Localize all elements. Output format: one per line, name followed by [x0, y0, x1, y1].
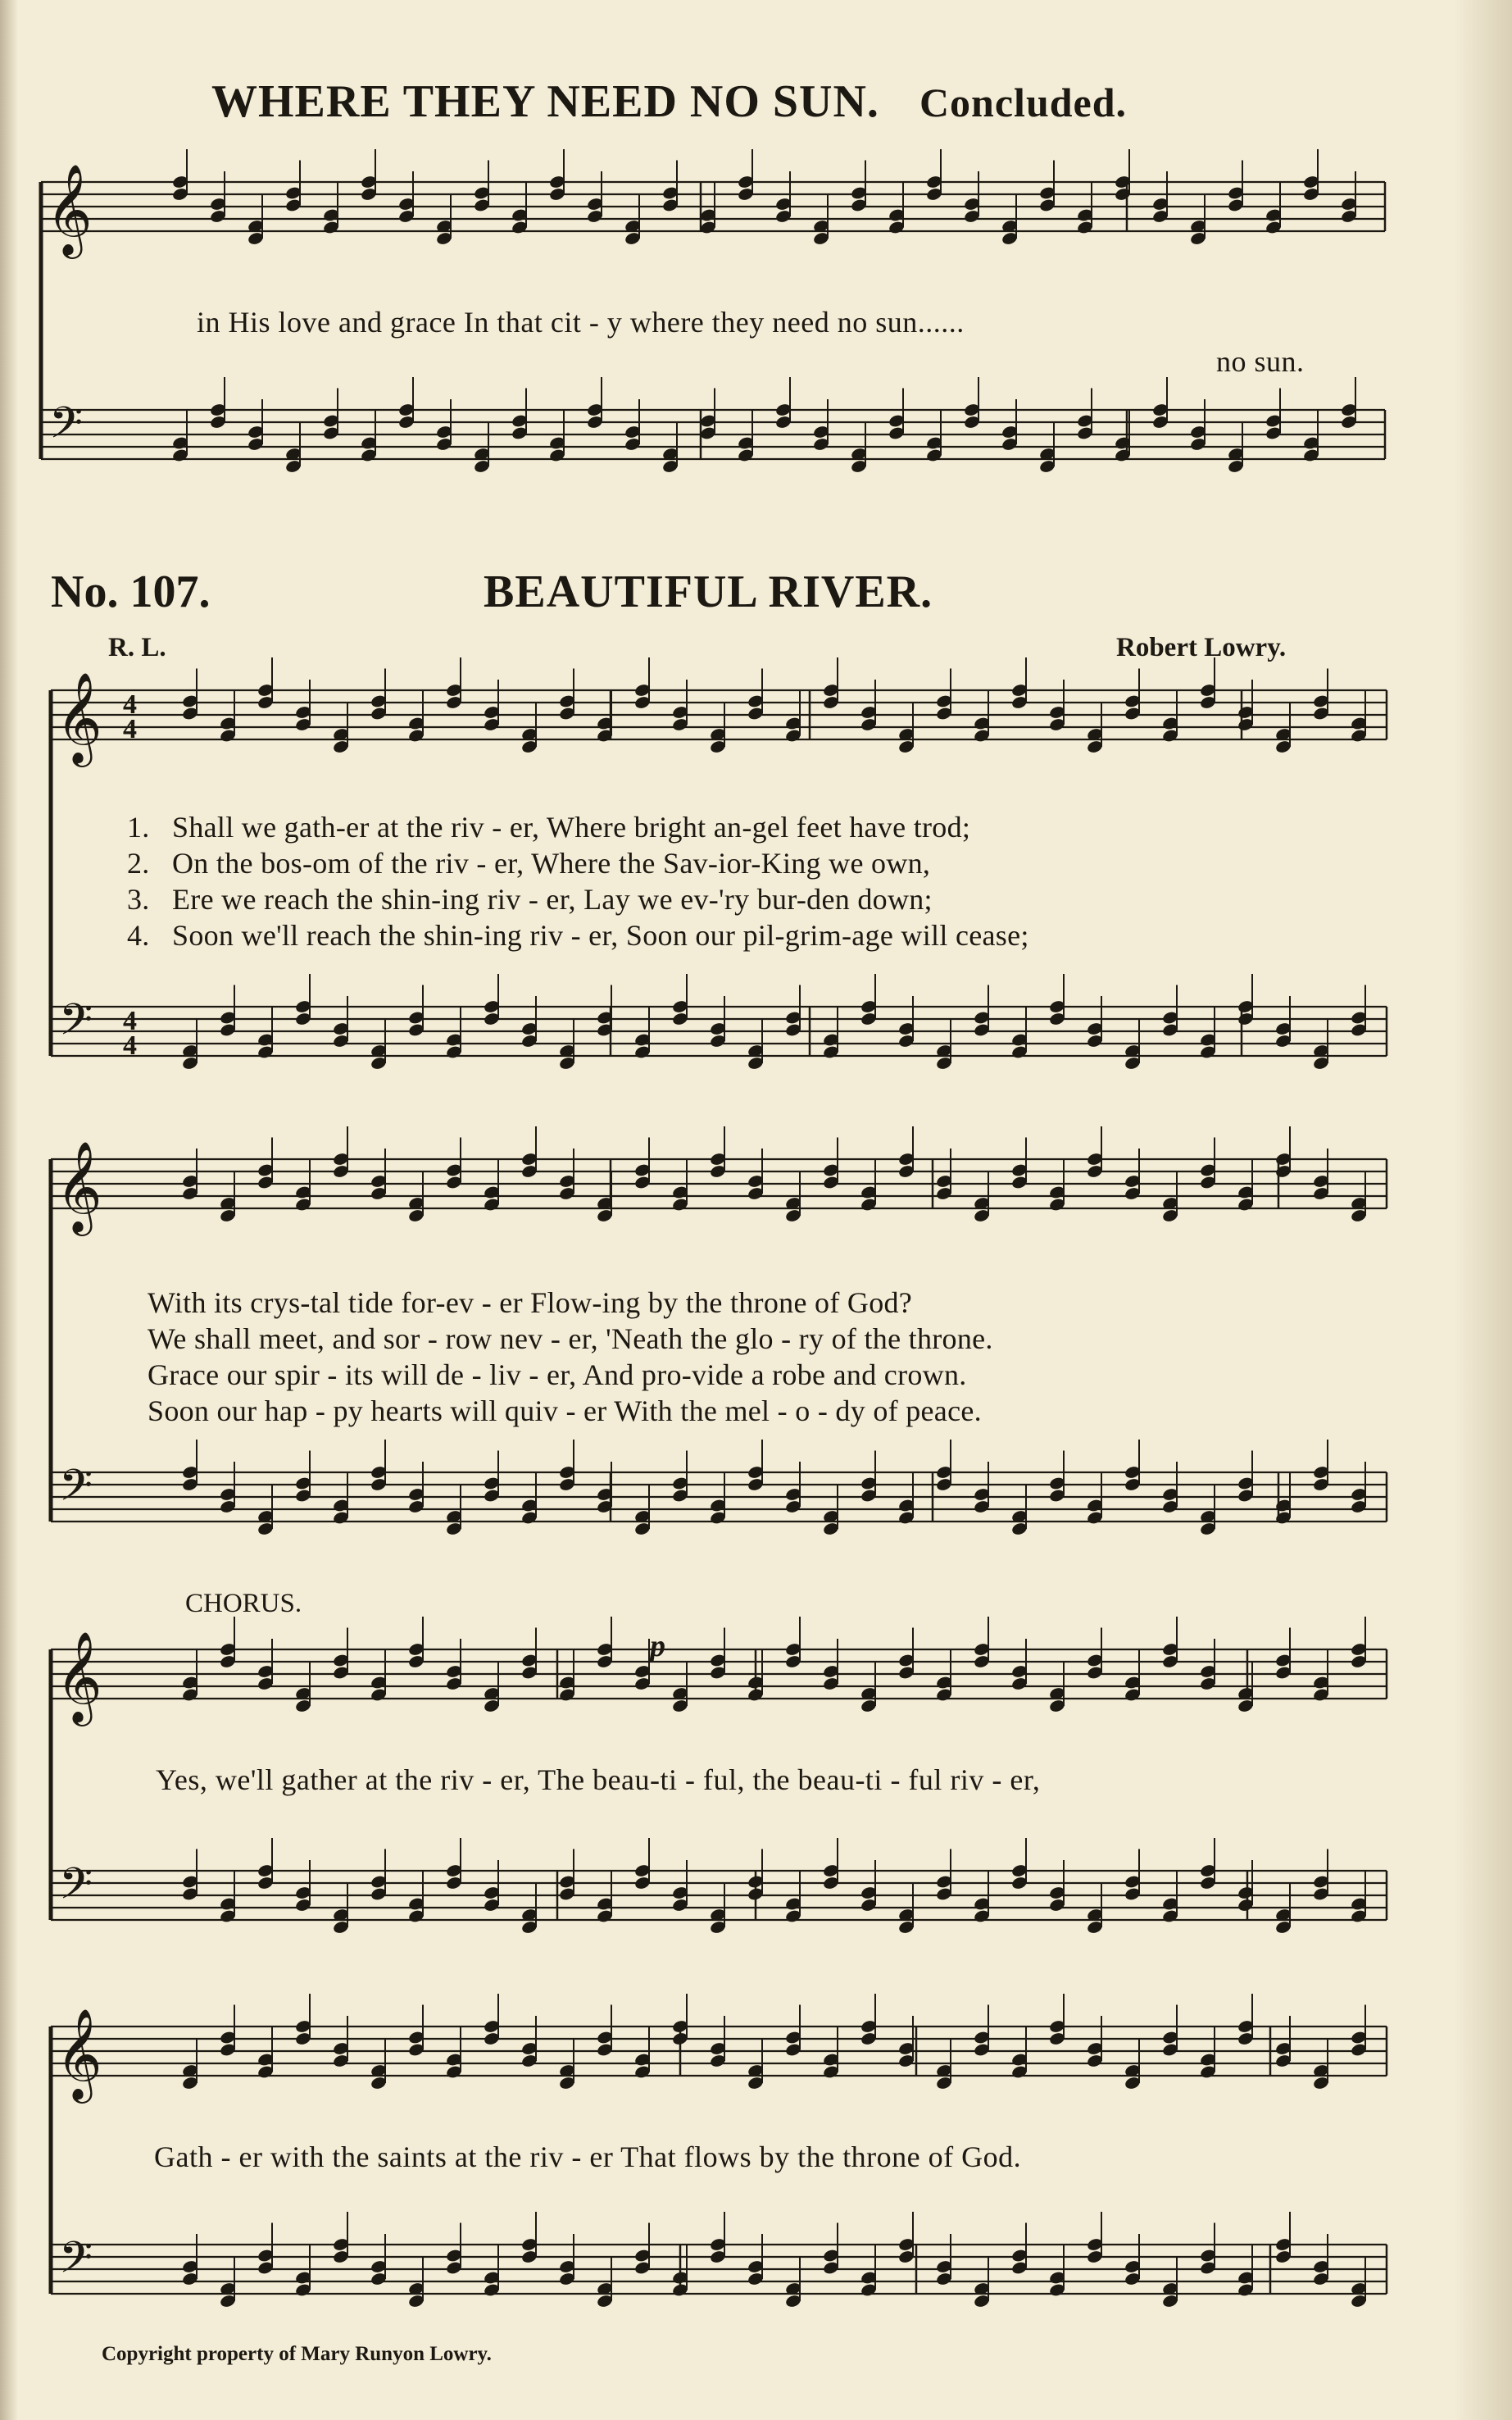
- chorus-label: CHORUS.: [185, 1589, 302, 1618]
- hymn-number: No. 107.: [51, 566, 211, 617]
- top-hymn-lyric: in His love and grace In that cit - y where they need no sun......: [197, 306, 965, 339]
- treble-clef: 𝄞: [56, 2008, 102, 2099]
- treble-clef: 𝄞: [56, 1631, 102, 1722]
- hymn-title: BEAUTIFUL RIVER.: [484, 566, 933, 617]
- verse-text: Ere we reach the shin-ing riv - er, Lay we ev-'ry bur-den down;: [172, 883, 933, 916]
- verse-4a: [127, 918, 1029, 953]
- dynamic-piano: p: [650, 1629, 665, 1663]
- verse-1b: With its crys-tal tide for-ev - er Flow-ing by the throne of God?: [148, 1286, 913, 1319]
- verse-4b: Soon our hap - py hearts will quiv - er With the mel - o - dy of peace.: [148, 1394, 982, 1427]
- verse-number: 4.: [127, 919, 150, 952]
- verse-number: 1.: [127, 811, 150, 844]
- verse-text: On the bos-om of the riv - er, Where the Sav-ior-King we own,: [172, 847, 931, 880]
- bass-clef: 𝄢: [49, 398, 84, 459]
- chorus-lyric-2: Gath - er with the saints at the riv - er That flows by the throne of God.: [154, 2140, 1022, 2173]
- bass-clef: 𝄢: [59, 995, 93, 1056]
- time-signature: 4: [123, 689, 137, 720]
- verse-2a: [127, 846, 930, 880]
- lyricist-credit: R. L.: [108, 633, 166, 662]
- time-signature: 4: [123, 1030, 137, 1061]
- verse-number: 2.: [127, 847, 150, 880]
- time-signature: 4: [123, 714, 137, 744]
- bass-clef: 𝄢: [59, 1859, 93, 1920]
- verse-text: Soon we'll reach the shin-ing riv - er, Soon our pil-grim-age will cease;: [172, 919, 1029, 952]
- treble-clef: 𝄞: [56, 1140, 102, 1232]
- chorus-lyric-1: Yes, we'll gather at the riv - er, The beau-ti - ful, the beau-ti - ful riv - er,: [156, 1763, 1041, 1796]
- treble-clef: 𝄞: [56, 671, 102, 763]
- treble-clef: 𝄞: [46, 163, 93, 255]
- verse-text: Shall we gath-er at the riv - er, Where bright an-gel feet have trod;: [172, 811, 971, 844]
- verse-3a: [127, 882, 933, 917]
- top-hymn-concluded: Concluded.: [919, 80, 1128, 125]
- top-hymn-lyric-2: no sun.: [1216, 345, 1305, 378]
- verse-number: 3.: [127, 883, 150, 916]
- verse-3b: Grace our spir - its will de - liv - er, And pro-vide a robe and crown.: [148, 1358, 967, 1391]
- time-signature: 4: [123, 1006, 137, 1036]
- staff-systems: [41, 149, 1387, 2309]
- bass-clef: 𝄢: [59, 1461, 93, 1522]
- verse-1a: [127, 810, 970, 844]
- top-hymn-title-text: WHERE THEY NEED NO SUN.: [211, 76, 879, 127]
- bass-clef: 𝄢: [59, 2233, 93, 2294]
- verse-2b: We shall meet, and sor - row nev - er, 'Neath the glo - ry of the throne.: [148, 1322, 993, 1355]
- copyright-notice: Copyright property of Mary Runyon Lowry.: [102, 2343, 492, 2365]
- composer-credit: Robert Lowry.: [1116, 633, 1287, 662]
